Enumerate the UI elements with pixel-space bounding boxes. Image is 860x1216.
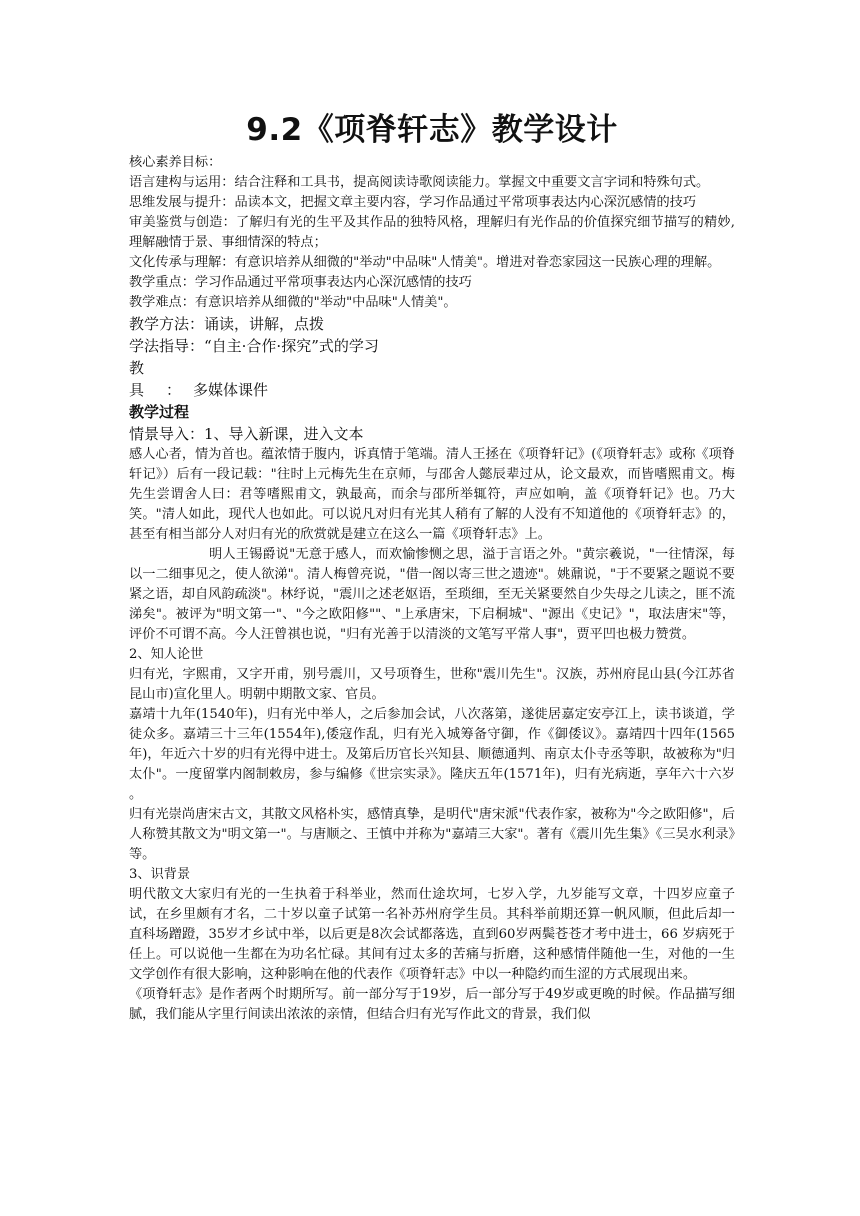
tools-label: 教具： (129, 359, 204, 399)
goal-culture: 文化传承与理解：有意识培养从细微的"举动"中品味"人情美"。增进对眷恋家园这一民族心理的理解。 (129, 255, 721, 270)
study-guidance: 学法指导：“自主·合作·探究”式的学习 (129, 337, 379, 355)
author-paragraph-2: 嘉靖十九年(1540年)，归有光中举人，之后参加会试，八次落第，遂徙居嘉定安亭江上，读书谈道，学徒众多。嘉靖三十三年(1554年),倭寇作乱，归有光入城筹备守御，作《御倭议》。嘉靖四十四年(1565 年)，年近六十岁的归有光得中进士。及第后历官长兴知县、顺德通判、南京太仆寺丞等职，故被称为"归太仆"。一度留掌内阁制敕房，参与编修《世宗实录》。隆庆五年(1571年)，归有光病逝，享年六十六岁 。 (129, 707, 735, 802)
teaching-method: 教学方法：诵读，讲解，点拨 (129, 315, 325, 333)
goal-thinking: 思维发展与提升：品读本文，把握文章主要内容，学习作品通过平常项事表达内心深沉感情的技巧 (129, 195, 697, 210)
process-heading: 教学过程 (129, 403, 190, 421)
intro-paragraph-1: 感人心者，情为首也。蕴浓情于腹内，诉真情于笔端。清人王拯在《项脊轩记》(《项脊轩志》或称《项脊轩记》）后有一段记载："往时上元梅先生在京师，与邵舍人懿辰辈过从，论文最欢，而皆嗜熙甫文。梅先生尝谓舍人曰：君等嗜熙甫文，孰最高，而余与邵所举辄符，声应如响，盖《项脊轩记》也。乃大笑。"清人如此，现代人也如此。可以说凡对归有光其人稍有了解的人没有不知道他的《项脊轩志》的，甚至有相当部分人对归有光的欣赏就是建立在这么一篇《项脊轩志》上。 (129, 447, 735, 542)
author-paragraph-1: 归有光，字熙甫，又字开甫，别号震川，又号项脊生，世称"震川先生"。汉族，苏州府昆山县(今江苏省昆山市)宣化里人。明朝中期散文家、官员。 (129, 667, 735, 702)
goals-label: 核心素养目标： (129, 155, 222, 170)
background-heading: 3、识背景 (129, 867, 191, 882)
tools-value: 多媒体课件 (193, 381, 269, 399)
intro-heading: 情景导入：1、导入新课，进入文本 (129, 425, 364, 443)
background-paragraph-2: 《项脊轩志》是作者两个时期所写。前一部分写于19岁，后一部分写于49岁或更晚的时候。作品描写细腻，我们能从字里行间读出浓浓的亲情，但结合归有光写作此文的背景，我们似 (129, 987, 735, 1022)
author-paragraph-3: 归有光崇尚唐宋古文，其散文风格朴实，感情真挚，是明代"唐宋派"代表作家，被称为"今之欧阳修"，后人称赞其散文为"明文第一"。与唐顺之、王慎中并称为"嘉靖三大家"。著有《震川先生集》《三吴水利录》等。 (129, 807, 735, 862)
author-heading: 2、知人论世 (129, 647, 204, 662)
goal-aesthetic: 审美鉴赏与创造：了解归有光的生平及其作品的独特风格，理解归有光作品的价值探究细节描写的精妙,理解融情于景、事细情深的特点； (129, 215, 735, 250)
document-title: 9.2《项脊轩志》教学设计 (246, 112, 618, 148)
background-paragraph-1: 明代散文大家归有光的一生执着于科举业，然而仕途坎坷，七岁入学，九岁能写文章，十四岁应童子试，在乡里颇有才名，二十岁以童子试第一名补苏州府学生员。其科举前期还算一帆风顺，但此后却一直科场蹭蹬，35岁才乡试中举，以后更是8次会试都落选，直到60岁两鬓苍苍才考中进士，66 岁病死于任上。可以说他一生都在为功名忙碌。其间有过太多的苦痛与折磨，这种感情伴随他一生，对他的一生文学创作有很大影响，这种影响在他的代表作《项脊轩志》中以一种隐约而生涩的方式展现出来。 (129, 887, 735, 982)
difficult-point: 教学难点：有意识培养从细微的"举动"中品味"人情美"。 (129, 295, 457, 310)
teaching-tools (129, 357, 735, 401)
key-point: 教学重点：学习作品通过平常项事表达内心深沉感情的技巧 (129, 275, 472, 290)
goal-language: 语言建构与运用：结合注释和工具书，提高阅读诗歌阅读能力。掌握文中重要文言字词和特殊句式。 (129, 175, 710, 190)
intro-paragraph-2: 明人王锡爵说"无意于感人，而欢愉惨恻之思，溢于言语之外。"黄宗羲说，"一往情深，每以一二细事见之，使人欲涕"。清人梅曾亮说，"借一阁以寄三世之遗迹"。姚鼐说，"于不要紧之题说不要紧之语，却自风韵疏淡"。林纾说，"震川之述老妪语，至琐细，至无关紧要然自少失母之儿读之，匪不流涕矣"。被评为"明文第一"、"今之欧阳修""、"上承唐宋，下启桐城"、"源出《史记》"，取法唐宋"等，评价不可谓不高。今人汪曾祺也说，"归有光善于以清淡的文笔写平常人事"，贾平凹也极力赞赏。 (129, 547, 735, 642)
document-page (129, 108, 735, 1025)
